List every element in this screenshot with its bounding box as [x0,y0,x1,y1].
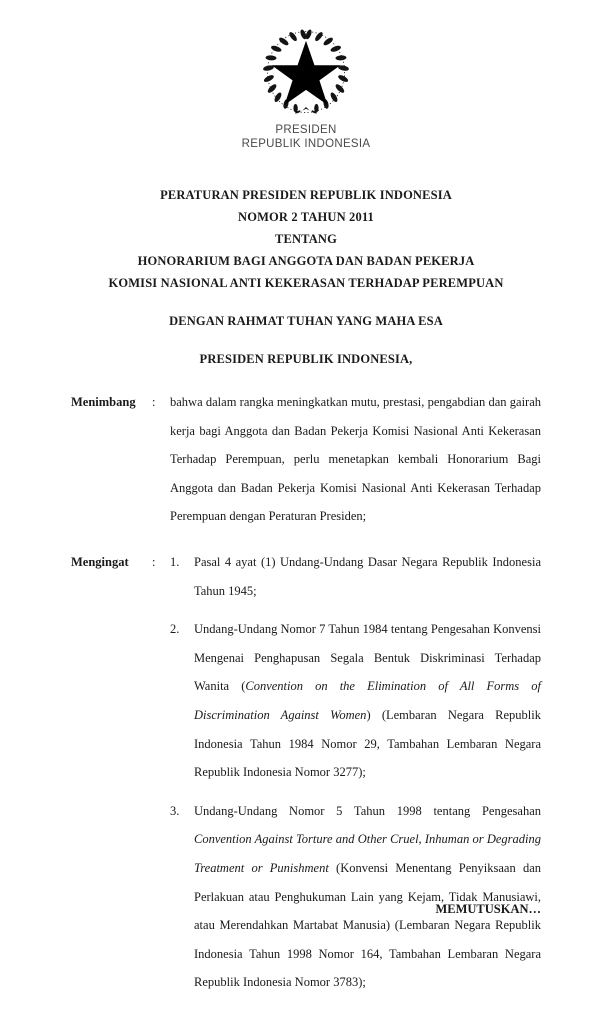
menimbang-content [170,388,541,531]
title-subject-line-2: KOMISI NASIONAL ANTI KEKERASAN TERHADAP PEREMPUAN [108,276,504,290]
list-item-text-part-1: Undang-Undang Nomor 5 Tahun 1998 tentang Pengesahan [194,803,541,818]
title-regulation-name: PERATURAN PRESIDEN REPUBLIK INDONESIA [160,188,452,202]
mengingat-content [170,548,541,997]
list-item-text-part-1: Undang-Undang Nomor 7 Tahun 1984 tentang Pengesahan Konvensi Mengenai Penghapusan Segala Bentuk Diskriminasi Terhadap Wanita ( [194,622,541,694]
emblem-caption-line-1: PRESIDEN [275,124,337,136]
mengingat-colon: : [152,554,156,569]
section-menimbang [71,388,541,531]
document-title-block [0,184,612,294]
menimbang-colon: : [152,395,156,409]
title-about-label: TENTANG [275,232,337,246]
presidential-emblem-block [0,26,612,151]
list-item [170,548,541,605]
decree-issuer: PRESIDEN REPUBLIK INDONESIA, [199,352,413,366]
list-item-text-part-2: ) (Lembaran Negara Republik Indonesia Tahun 1984 Nomor 29, Tambahan Lembaran Negara Republik Indonesia Nomor 3277); [194,707,541,780]
decree-opening-block [0,310,612,370]
emblem-caption-line-2: REPUBLIK INDONESIA [241,138,371,150]
continuation-marker: MEMUTUSKAN… [435,902,541,916]
title-number-year: NOMOR 2 TAHUN 2011 [238,210,374,224]
mengingat-label: Mengingat [71,554,129,569]
list-item [170,797,541,997]
list-item-italic-title: Convention Against Torture and Other Cruel, Inhuman or Degrading Treatment or Punishment [194,832,541,875]
menimbang-label: Menimbang [71,395,136,409]
title-subject-line-1: HONORARIUM BAGI ANGGOTA DAN BADAN PEKERJA [137,254,475,268]
emblem-caption [0,123,612,151]
mengingat-list [170,548,541,997]
list-item [170,615,541,787]
section-mengingat [71,548,541,997]
menimbang-paragraph: bahwa dalam rangka meningkatkan mutu, prestasi, pengabdian dan gairah kerja bagi Anggota dan Badan Pekerja Komisi Nasional Anti Kekerasan Terhadap Perempuan, perlu menetapkan kembali Honorarium Bagi Anggota dan Badan Pekerja Komisi Nasional Anti Kekerasan Terhadap Perempuan dengan Peraturan Presiden; [170,395,541,524]
decree-blessing: DENGAN RAHMAT TUHAN YANG MAHA ESA [169,314,443,328]
decree-spacer [0,332,612,348]
star-in-laurel-wreath-icon [260,26,352,118]
list-item-text-part-1: Pasal 4 ayat (1) Undang-Undang Dasar Negara Republik Indonesia Tahun 1945; [194,554,541,598]
list-item-text-part-2: (Konvensi Menentang Penyiksaan dan Perlakuan atau Penghukuman Lain yang Kejam, Tidak Manusiawi, atau Merendahkan Martabat Manusia) (Lembaran Negara Republik Indonesia Tahun 1998 Nomor 164, Tambahan Lembaran Negara Republik Indonesia Nomor 3783); [194,860,541,990]
list-item-italic-title: Convention on the Elimination of All Forms of Discrimination Against Women [194,679,541,722]
document-body [71,388,541,1014]
